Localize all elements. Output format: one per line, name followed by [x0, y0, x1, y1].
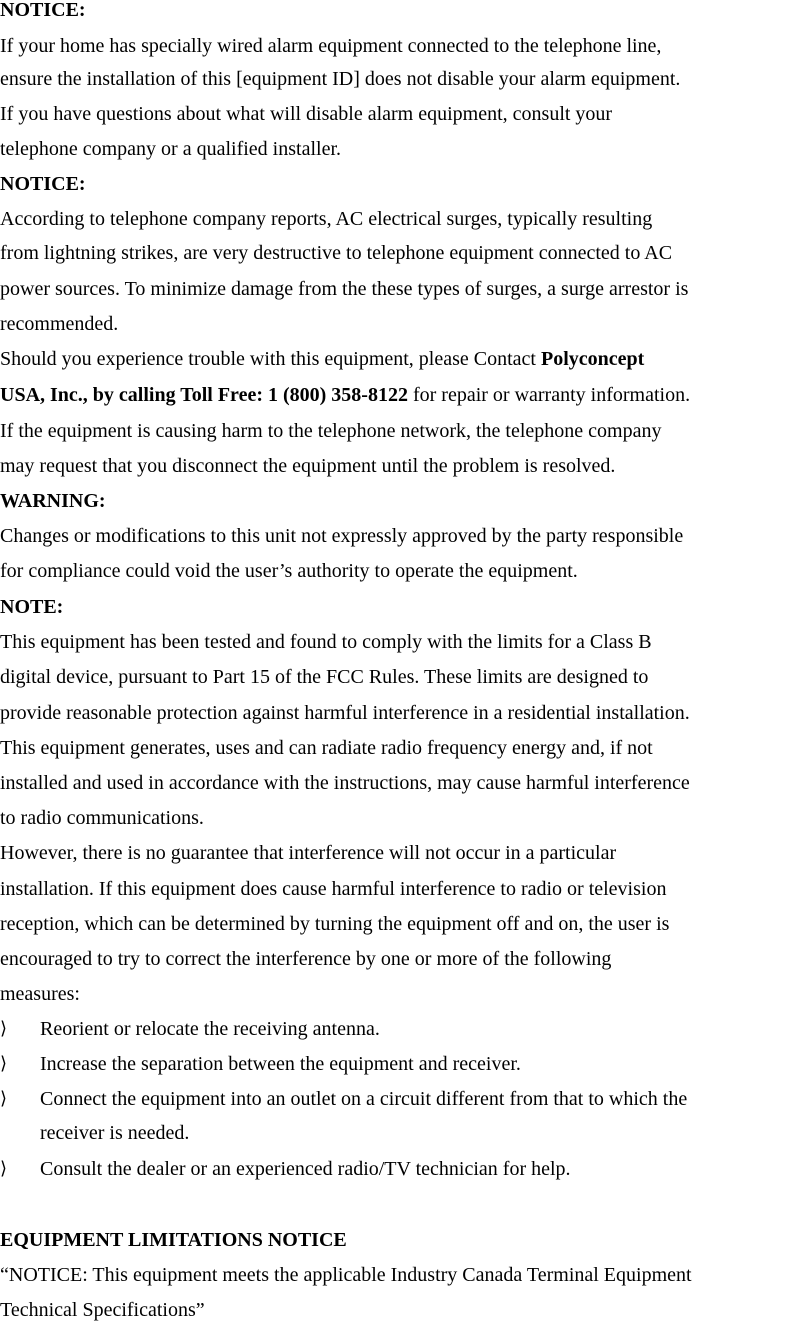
warning-line: for compliance could void the user’s authority to operate the equipment.	[0, 560, 578, 582]
contact-text: Should you experience trouble with this equipment, please Contact	[0, 348, 541, 370]
note-line: installed and used in accordance with the instructions, may cause harmful interference	[0, 772, 690, 794]
notice-line: According to telephone company reports, AC electrical surges, typically resulting	[0, 208, 653, 230]
note-line: encouraged to try to correct the interference by one or more of the following	[0, 948, 612, 970]
limitations-line: “NOTICE: This equipment meets the applicable Industry Canada Terminal Equipment	[0, 1264, 692, 1286]
limitations-heading: EQUIPMENT LIMITATIONS NOTICE	[0, 1229, 347, 1251]
limitations-line: Technical Specifications”	[0, 1299, 205, 1321]
list-item: Increase the separation between the equipment and receiver.	[40, 1053, 521, 1075]
contact-text: for repair or warranty information.	[407, 384, 691, 406]
note-line: provide reasonable protection against harmful interference in a residential installation.	[0, 702, 690, 724]
contact-line: If the equipment is causing harm to the telephone network, the telephone company	[0, 420, 662, 442]
bullet-icon: ⟩	[0, 1018, 8, 1039]
list-item: Reorient or relocate the receiving antenna.	[40, 1018, 380, 1040]
note-line: This equipment generates, uses and can radiate radio frequency energy and, if not	[0, 737, 653, 759]
company-name: Polyconcept	[541, 348, 645, 370]
note-line: This equipment has been tested and found to comply with the limits for a Class B	[0, 631, 652, 653]
toll-free-number: USA, Inc., by calling Toll Free: 1 (800) 358-8122	[0, 384, 408, 406]
notice-line: from lightning strikes, are very destructive to telephone equipment connected to AC	[0, 242, 673, 264]
notice-line: ensure the installation of this [equipment ID] does not disable your alarm equipment.	[0, 68, 681, 90]
notice-line: recommended.	[0, 313, 119, 335]
contact-line	[0, 346, 644, 372]
note-line: to radio communications.	[0, 807, 204, 829]
notice-heading: NOTICE:	[0, 173, 86, 195]
note-line: measures:	[0, 983, 80, 1005]
note-heading: NOTE:	[0, 596, 64, 618]
warning-heading: WARNING:	[0, 490, 106, 512]
notice-line: If you have questions about what will disable alarm equipment, consult your	[0, 103, 613, 125]
list-item-continuation: receiver is needed.	[40, 1122, 190, 1144]
list-item: Connect the equipment into an outlet on a circuit different from that to which the	[40, 1088, 688, 1110]
notice-heading: NOTICE:	[0, 0, 86, 21]
list-item: Consult the dealer or an experienced radio/TV technician for help.	[40, 1158, 571, 1180]
note-line: reception, which can be determined by turning the equipment off and on, the user is	[0, 913, 670, 935]
notice-line: power sources. To minimize damage from the these types of surges, a surge arrestor is	[0, 278, 689, 300]
notice-line: telephone company or a qualified installer.	[0, 138, 341, 160]
bullet-icon: ⟩	[0, 1158, 8, 1179]
note-line: However, there is no guarantee that interference will not occur in a particular	[0, 842, 617, 864]
warning-line: Changes or modifications to this unit not expressly approved by the party responsible	[0, 525, 684, 547]
contact-line	[0, 382, 690, 408]
bullet-icon: ⟩	[0, 1088, 8, 1109]
note-line: installation. If this equipment does cause harmful interference to radio or television	[0, 878, 667, 900]
contact-line: may request that you disconnect the equipment until the problem is resolved.	[0, 455, 616, 477]
bullet-icon: ⟩	[0, 1053, 8, 1074]
note-line: digital device, pursuant to Part 15 of the FCC Rules. These limits are designed to	[0, 666, 649, 688]
notice-line: If your home has specially wired alarm equipment connected to the telephone line,	[0, 35, 662, 57]
